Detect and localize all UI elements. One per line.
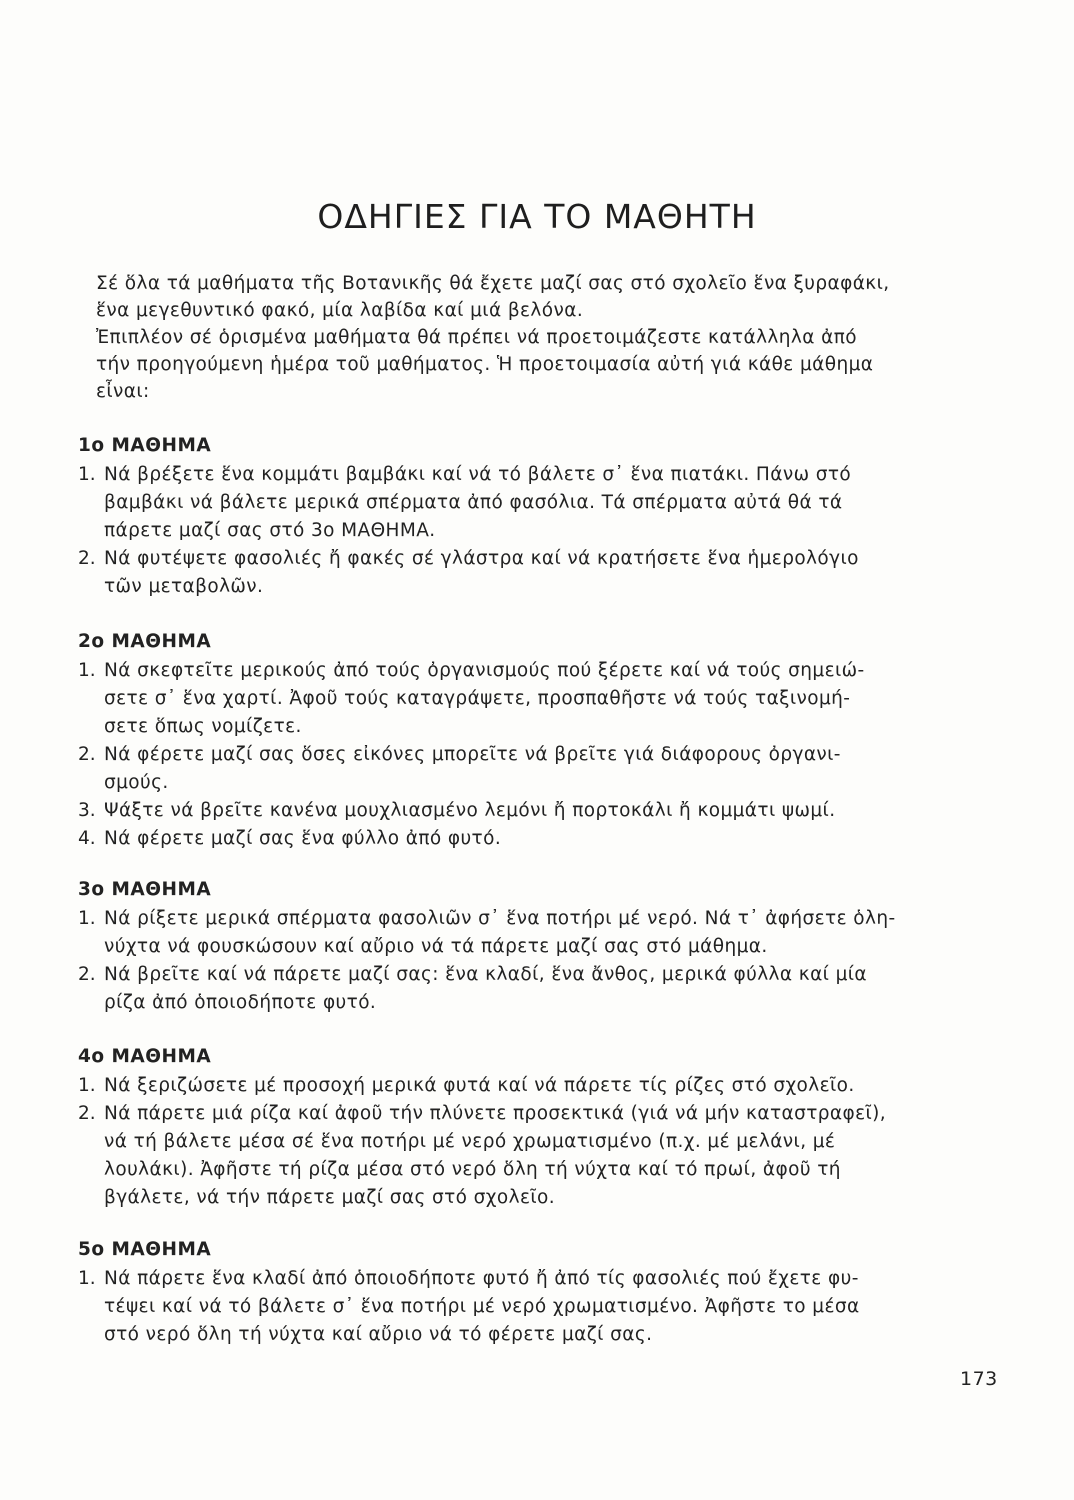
item-number: 1. — [78, 1075, 96, 1096]
item-line: τέψει καί νά τό βάλετε σ᾿ ἕνα ποτήρι μέ νερό χρωματισμένο. Ἀφῆστε το μέσα — [104, 1296, 860, 1317]
item-text — [104, 1100, 1008, 1212]
item-number: 1. — [78, 1268, 96, 1289]
section-heading: 5ο ΜΑΘΗΜΑ — [78, 1239, 212, 1260]
list-item — [78, 545, 1008, 601]
lesson-section-4 — [78, 1043, 1008, 1212]
section-heading: 4ο ΜΑΘΗΜΑ — [78, 1046, 212, 1067]
item-line: τῶν μεταβολῶν. — [104, 576, 264, 597]
item-line: Νά φέρετε μαζί σας ὅσες εἰκόνες μπορεῖτε νά βρεῖτε γιά διάφορους ὀργανι- — [104, 744, 841, 765]
intro-line: τήν προηγούμενη ἡμέρα τοῦ μαθήματος. Ἡ προετοιμασία αὐτή γιά κάθε μάθημα — [96, 354, 874, 375]
item-line: Νά πάρετε μιά ρίζα καί ἀφοῦ τήν πλύνετε προσεκτικά (γιά νά μήν καταστραφεῖ), — [104, 1103, 887, 1124]
item-line: πάρετε μαζί σας στό 3ο ΜΑΘΗΜΑ. — [104, 520, 436, 541]
intro-line: Σέ ὅλα τά μαθήματα τῆς Βοτανικῆς θά ἔχετε μαζί σας στό σχολεῖο ἕνα ξυραφάκι, — [96, 273, 890, 294]
list-item — [78, 461, 1008, 545]
item-number: 2. — [78, 548, 96, 569]
page-number: 173 — [960, 1368, 998, 1390]
section-heading: 3ο ΜΑΘΗΜΑ — [78, 879, 212, 900]
item-line: Ψάξτε νά βρεῖτε κανένα μουχλιασμένο λεμόνι ἤ πορτοκάλι ἤ κομμάτι ψωμί. — [104, 800, 836, 821]
item-text — [104, 657, 1008, 741]
item-number: 1. — [78, 660, 96, 681]
list-item — [78, 741, 1008, 797]
item-line: στό νερό ὅλη τή νύχτα καί αὔριο νά τό φέρετε μαζί σας. — [104, 1324, 653, 1345]
item-line: Νά ρίξετε μερικά σπέρματα φασολιῶν σ᾿ ἕνα ποτήρι μέ νερό. Νά τ᾿ ἀφήσετε ὁλη- — [104, 908, 896, 929]
page-title: ΟΔΗΓΙΕΣ ΓΙΑ ΤΟ ΜΑΘΗΤΗ — [317, 197, 757, 236]
item-number: 1. — [78, 464, 96, 485]
item-text — [104, 905, 1008, 961]
item-line: ρίζα ἀπό ὁποιοδήποτε φυτό. — [104, 992, 377, 1013]
list-item — [78, 905, 1008, 961]
item-text — [104, 797, 1008, 825]
item-line: Νά ξεριζώσετε μέ προσοχή μερικά φυτά καί νά πάρετε τίς ρίζες στό σχολεῖο. — [104, 1075, 855, 1096]
item-line: Νά βρεῖτε καί νά πάρετε μαζί σας: ἕνα κλαδί, ἕνα ἄνθος, μερικά φύλλα καί μία — [104, 964, 868, 985]
item-text — [104, 961, 1008, 1017]
item-line: σμούς. — [104, 772, 169, 793]
item-line: Νά φυτέψετε φασολιές ἤ φακές σέ γλάστρα καί νά κρατήσετε ἕνα ἡμερολόγιο — [104, 548, 859, 569]
item-line: σετε ὅπως νομίζετε. — [104, 716, 302, 737]
list-item — [78, 657, 1008, 741]
item-text — [104, 825, 1008, 853]
item-number: 4. — [78, 828, 96, 849]
lesson-section-5 — [78, 1236, 1008, 1349]
item-line: Νά πάρετε ἕνα κλαδί ἀπό ὁποιοδήποτε φυτό ἤ ἀπό τίς φασολιές πού ἔχετε φυ- — [104, 1268, 859, 1289]
item-line: νά τή βάλετε μέσα σέ ἕνα ποτήρι μέ νερό χρωματισμένο (π.χ. μέ μελάνι, μέ — [104, 1131, 836, 1152]
section-heading: 2ο ΜΑΘΗΜΑ — [78, 631, 212, 652]
item-number: 1. — [78, 908, 96, 929]
section-heading: 1ο ΜΑΘΗΜΑ — [78, 435, 212, 456]
item-line: βγάλετε, νά τήν πάρετε μαζί σας στό σχολεῖο. — [104, 1187, 556, 1208]
lesson-section-3 — [78, 876, 1008, 1017]
item-text — [104, 741, 1008, 797]
intro-line: εἶναι: — [96, 381, 150, 402]
item-line: βαμβάκι νά βάλετε μερικά σπέρματα ἀπό φασόλια. Τά σπέρματα αὐτά θά τά — [104, 492, 843, 513]
lesson-section-2 — [78, 628, 1008, 853]
item-text — [104, 1072, 1008, 1100]
list-item — [78, 1072, 1008, 1100]
item-line: νύχτα νά φουσκώσουν καί αὔριο νά τά πάρετε μαζί σας στό μάθημα. — [104, 936, 768, 957]
item-text — [104, 1265, 1008, 1349]
item-line: Νά βρέξετε ἕνα κομμάτι βαμβάκι καί νά τό βάλετε σ᾿ ἕνα πιατάκι. Πάνω στό — [104, 464, 852, 485]
item-number: 2. — [78, 1103, 96, 1124]
list-item — [78, 961, 1008, 1017]
list-item — [78, 825, 1008, 853]
item-text — [104, 545, 1008, 601]
intro-paragraph — [96, 270, 1006, 405]
intro-line: ἕνα μεγεθυντικό φακό, μία λαβίδα καί μιά βελόνα. — [96, 300, 584, 321]
item-number: 3. — [78, 800, 96, 821]
item-line: Νά σκεφτεῖτε μερικούς ἀπό τούς ὀργανισμούς πού ξέρετε καί νά τούς σημειώ- — [104, 660, 865, 681]
item-line: λουλάκι). Ἀφῆστε τή ρίζα μέσα στό νερό ὅλη τή νύχτα καί τό πρωί, ἀφοῦ τή — [104, 1159, 841, 1180]
item-line: Νά φέρετε μαζί σας ἕνα φύλλο ἀπό φυτό. — [104, 828, 502, 849]
lesson-section-1 — [78, 432, 1008, 601]
intro-line: Ἐπιπλέον σέ ὁρισμένα μαθήματα θά πρέπει νά προετοιμάζεστε κατάλληλα ἀπό — [96, 327, 857, 348]
list-item — [78, 1265, 1008, 1349]
item-line: σετε σ᾿ ἕνα χαρτί. Ἀφοῦ τούς καταγράψετε, προσπαθῆστε νά τούς ταξινομή- — [104, 688, 851, 709]
list-item — [78, 797, 1008, 825]
item-number: 2. — [78, 964, 96, 985]
list-item — [78, 1100, 1008, 1212]
item-text — [104, 461, 1008, 545]
item-number: 2. — [78, 744, 96, 765]
